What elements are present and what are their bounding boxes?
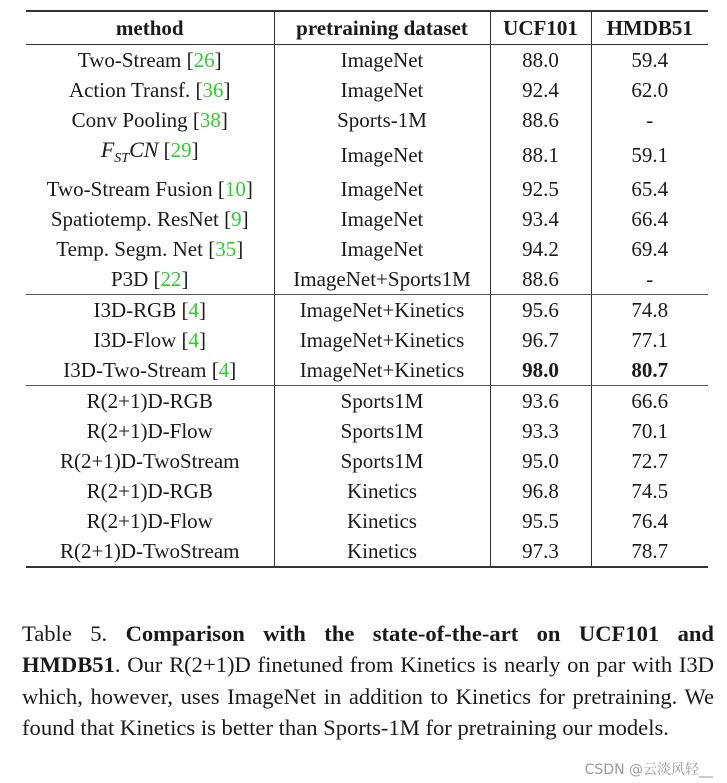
table-row bbox=[26, 506, 708, 536]
citation-link[interactable]: 4 bbox=[188, 328, 200, 353]
method-name: R(2+1)D-TwoStream bbox=[59, 449, 240, 474]
method-cell bbox=[26, 416, 274, 446]
dataset-cell: Sports1M bbox=[274, 386, 490, 417]
ucf101-cell: 88.6 bbox=[490, 105, 591, 135]
table-row bbox=[26, 204, 708, 234]
dataset-cell: ImageNet bbox=[274, 204, 490, 234]
hmdb51-cell: 77.1 bbox=[631, 328, 669, 353]
results-table bbox=[26, 10, 708, 568]
method-name: Action Transf. bbox=[68, 78, 191, 102]
method-name: Two-Stream Fusion bbox=[46, 177, 213, 202]
ucf101-cell: 95.0 bbox=[490, 446, 591, 476]
dataset-cell: ImageNet bbox=[274, 234, 490, 264]
method-cell: Temp. Segm. Net [35] bbox=[26, 234, 274, 264]
citation-link[interactable]: 10 bbox=[224, 177, 246, 202]
method-name: Conv Pooling bbox=[71, 108, 188, 132]
dataset-cell: Sports1M bbox=[274, 416, 490, 446]
hmdb51-cell: 74.8 bbox=[591, 295, 708, 326]
dataset-cell: ImageNet+Sports1M bbox=[274, 264, 490, 295]
method-cell: I3D-RGB [4] bbox=[26, 295, 274, 326]
method-cell bbox=[26, 536, 274, 567]
hmdb51-cell: 66.6 bbox=[591, 386, 708, 417]
hmdb51-cell: 76.4 bbox=[631, 509, 669, 534]
dataset-cell: ImageNet bbox=[274, 45, 490, 76]
hmdb51-cell: 66.4 bbox=[631, 207, 669, 232]
method-name: R(2+1)D-Flow bbox=[86, 419, 213, 444]
hmdb51-cell: 78.7 bbox=[591, 536, 708, 567]
hmdb51-cell: 65.4 bbox=[631, 177, 669, 202]
method-name: Two-Stream bbox=[77, 48, 182, 72]
method-name: Spatiotemp. ResNet bbox=[50, 207, 219, 232]
hmdb51-cell: 74.5 bbox=[631, 479, 669, 504]
method-cell: I3D-Flow [4] bbox=[26, 325, 274, 355]
ucf101-cell: 92.4 bbox=[490, 75, 591, 105]
citation-link[interactable]: 35 bbox=[215, 237, 237, 262]
dataset-cell: ImageNet bbox=[274, 135, 490, 174]
ucf101-cell: 95.6 bbox=[490, 295, 591, 326]
ucf101-cell: 95.5 bbox=[490, 506, 591, 536]
dataset-cell: Kinetics bbox=[274, 536, 490, 567]
table-row bbox=[26, 45, 708, 76]
method-cell bbox=[26, 506, 274, 536]
method-cell: $F_{ST}CN$ [29] bbox=[26, 135, 274, 174]
citation-link[interactable]: 26 bbox=[193, 48, 215, 72]
ucf101-cell: 94.2 bbox=[490, 234, 591, 264]
header-row bbox=[26, 11, 708, 45]
method-cell: Two-Stream [26] bbox=[26, 45, 274, 76]
watermark: CSDN @云淡风轻__ bbox=[584, 762, 713, 778]
method-name: Temp. Segm. Net bbox=[56, 237, 203, 262]
table-row bbox=[26, 75, 708, 105]
citation-link[interactable]: 29 bbox=[170, 138, 192, 162]
hmdb51-cell: 59.4 bbox=[631, 48, 669, 72]
dataset-cell: ImageNet bbox=[274, 174, 490, 204]
method-cell bbox=[26, 386, 274, 417]
table-row bbox=[26, 105, 708, 135]
hmdb51-cell: 80.7 bbox=[631, 358, 669, 383]
hmdb51-cell: 62.0 bbox=[631, 78, 669, 102]
method-cell bbox=[26, 476, 274, 506]
method-cell: Two-Stream Fusion [10] bbox=[26, 174, 274, 204]
table-row bbox=[26, 295, 708, 326]
dataset-cell: Kinetics bbox=[274, 506, 490, 536]
citation-link[interactable]: 38 bbox=[199, 108, 221, 132]
method-cell: Spatiotemp. ResNet [9] bbox=[26, 204, 274, 234]
header-ucf101: UCF101 bbox=[490, 11, 591, 45]
table-row bbox=[26, 174, 708, 204]
dataset-cell: Sports1M bbox=[274, 446, 490, 476]
method-name: $F_{ST}CN$ bbox=[100, 137, 159, 167]
method-cell: Conv Pooling [38] bbox=[26, 105, 274, 135]
table-row bbox=[26, 446, 708, 476]
table-row bbox=[26, 416, 708, 446]
table-row bbox=[26, 234, 708, 264]
method-name: I3D-Flow bbox=[93, 328, 177, 353]
citation-link[interactable]: 4 bbox=[218, 358, 230, 383]
table-row bbox=[26, 476, 708, 506]
hmdb51-cell: 72.7 bbox=[631, 449, 669, 474]
hmdb51-cell: 69.4 bbox=[631, 237, 669, 262]
ucf101-cell: 93.6 bbox=[490, 386, 591, 417]
method-cell: I3D-Two-Stream [4] bbox=[26, 355, 274, 386]
ucf101-cell: 96.7 bbox=[490, 325, 591, 355]
citation-link[interactable]: 36 bbox=[202, 78, 224, 102]
dataset-cell: ImageNet+Kinetics bbox=[274, 295, 490, 326]
caption-label: Table 5. bbox=[22, 620, 108, 646]
method-name: P3D bbox=[110, 267, 149, 292]
method-name: R(2+1)D-Flow bbox=[86, 509, 213, 534]
ucf101-cell: 97.3 bbox=[490, 536, 591, 567]
dataset-cell: ImageNet+Kinetics bbox=[274, 325, 490, 355]
ucf101-cell: 93.3 bbox=[490, 416, 591, 446]
table-row bbox=[26, 536, 708, 567]
hmdb51-cell: 70.1 bbox=[631, 419, 669, 444]
table-body bbox=[26, 45, 708, 568]
dataset-cell: ImageNet bbox=[274, 75, 490, 105]
ucf101-cell: 88.0 bbox=[490, 45, 591, 76]
ucf101-cell: 93.4 bbox=[490, 204, 591, 234]
ucf101-cell: 92.5 bbox=[490, 174, 591, 204]
ucf101-cell: 96.8 bbox=[490, 476, 591, 506]
method-name: I3D-Two-Stream bbox=[63, 358, 207, 383]
citation-link[interactable]: 9 bbox=[231, 207, 242, 232]
dataset-cell: ImageNet+Kinetics bbox=[274, 355, 490, 386]
header-pretraining-dataset: pretraining dataset bbox=[274, 11, 490, 45]
method-name: R(2+1)D-RGB bbox=[86, 479, 213, 504]
caption-body: . Our R(2+1)D finetuned from Kinetics is nearly on par with I3D which, however, uses ImageNet in addition to Kinetics for pretraining. We found that Kinetics is better than Sports-1M for pretraining our models. bbox=[22, 652, 714, 741]
header-hmdb51: HMDB51 bbox=[591, 11, 708, 45]
method-cell: P3D [22] bbox=[26, 264, 274, 295]
method-cell: Action Transf. [36] bbox=[26, 75, 274, 105]
dataset-cell: Kinetics bbox=[274, 476, 490, 506]
method-name: I3D-RGB bbox=[93, 298, 177, 323]
dataset-cell: Sports-1M bbox=[274, 105, 490, 135]
header-method: method bbox=[26, 11, 274, 45]
method-name: R(2+1)D-RGB bbox=[86, 389, 213, 414]
method-cell bbox=[26, 446, 274, 476]
ucf101-cell: 98.0 bbox=[490, 355, 591, 386]
table-row bbox=[26, 355, 708, 386]
citation-link[interactable]: 4 bbox=[188, 298, 200, 323]
caption-title: Comparison with the state-of-the-art on UCF101 and HMDB51 bbox=[22, 620, 714, 678]
table-row bbox=[26, 135, 708, 174]
hmdb51-cell: - bbox=[646, 267, 654, 292]
ucf101-cell: 88.6 bbox=[490, 264, 591, 295]
ucf101-cell: 88.1 bbox=[490, 135, 591, 174]
table-row bbox=[26, 325, 708, 355]
hmdb51-cell: 59.1 bbox=[631, 142, 669, 167]
hmdb51-cell: - bbox=[646, 108, 654, 132]
table-caption bbox=[22, 618, 714, 744]
citation-link[interactable]: 22 bbox=[160, 267, 182, 292]
method-name: R(2+1)D-TwoStream bbox=[59, 539, 240, 564]
table-row bbox=[26, 386, 708, 417]
table-row bbox=[26, 264, 708, 295]
